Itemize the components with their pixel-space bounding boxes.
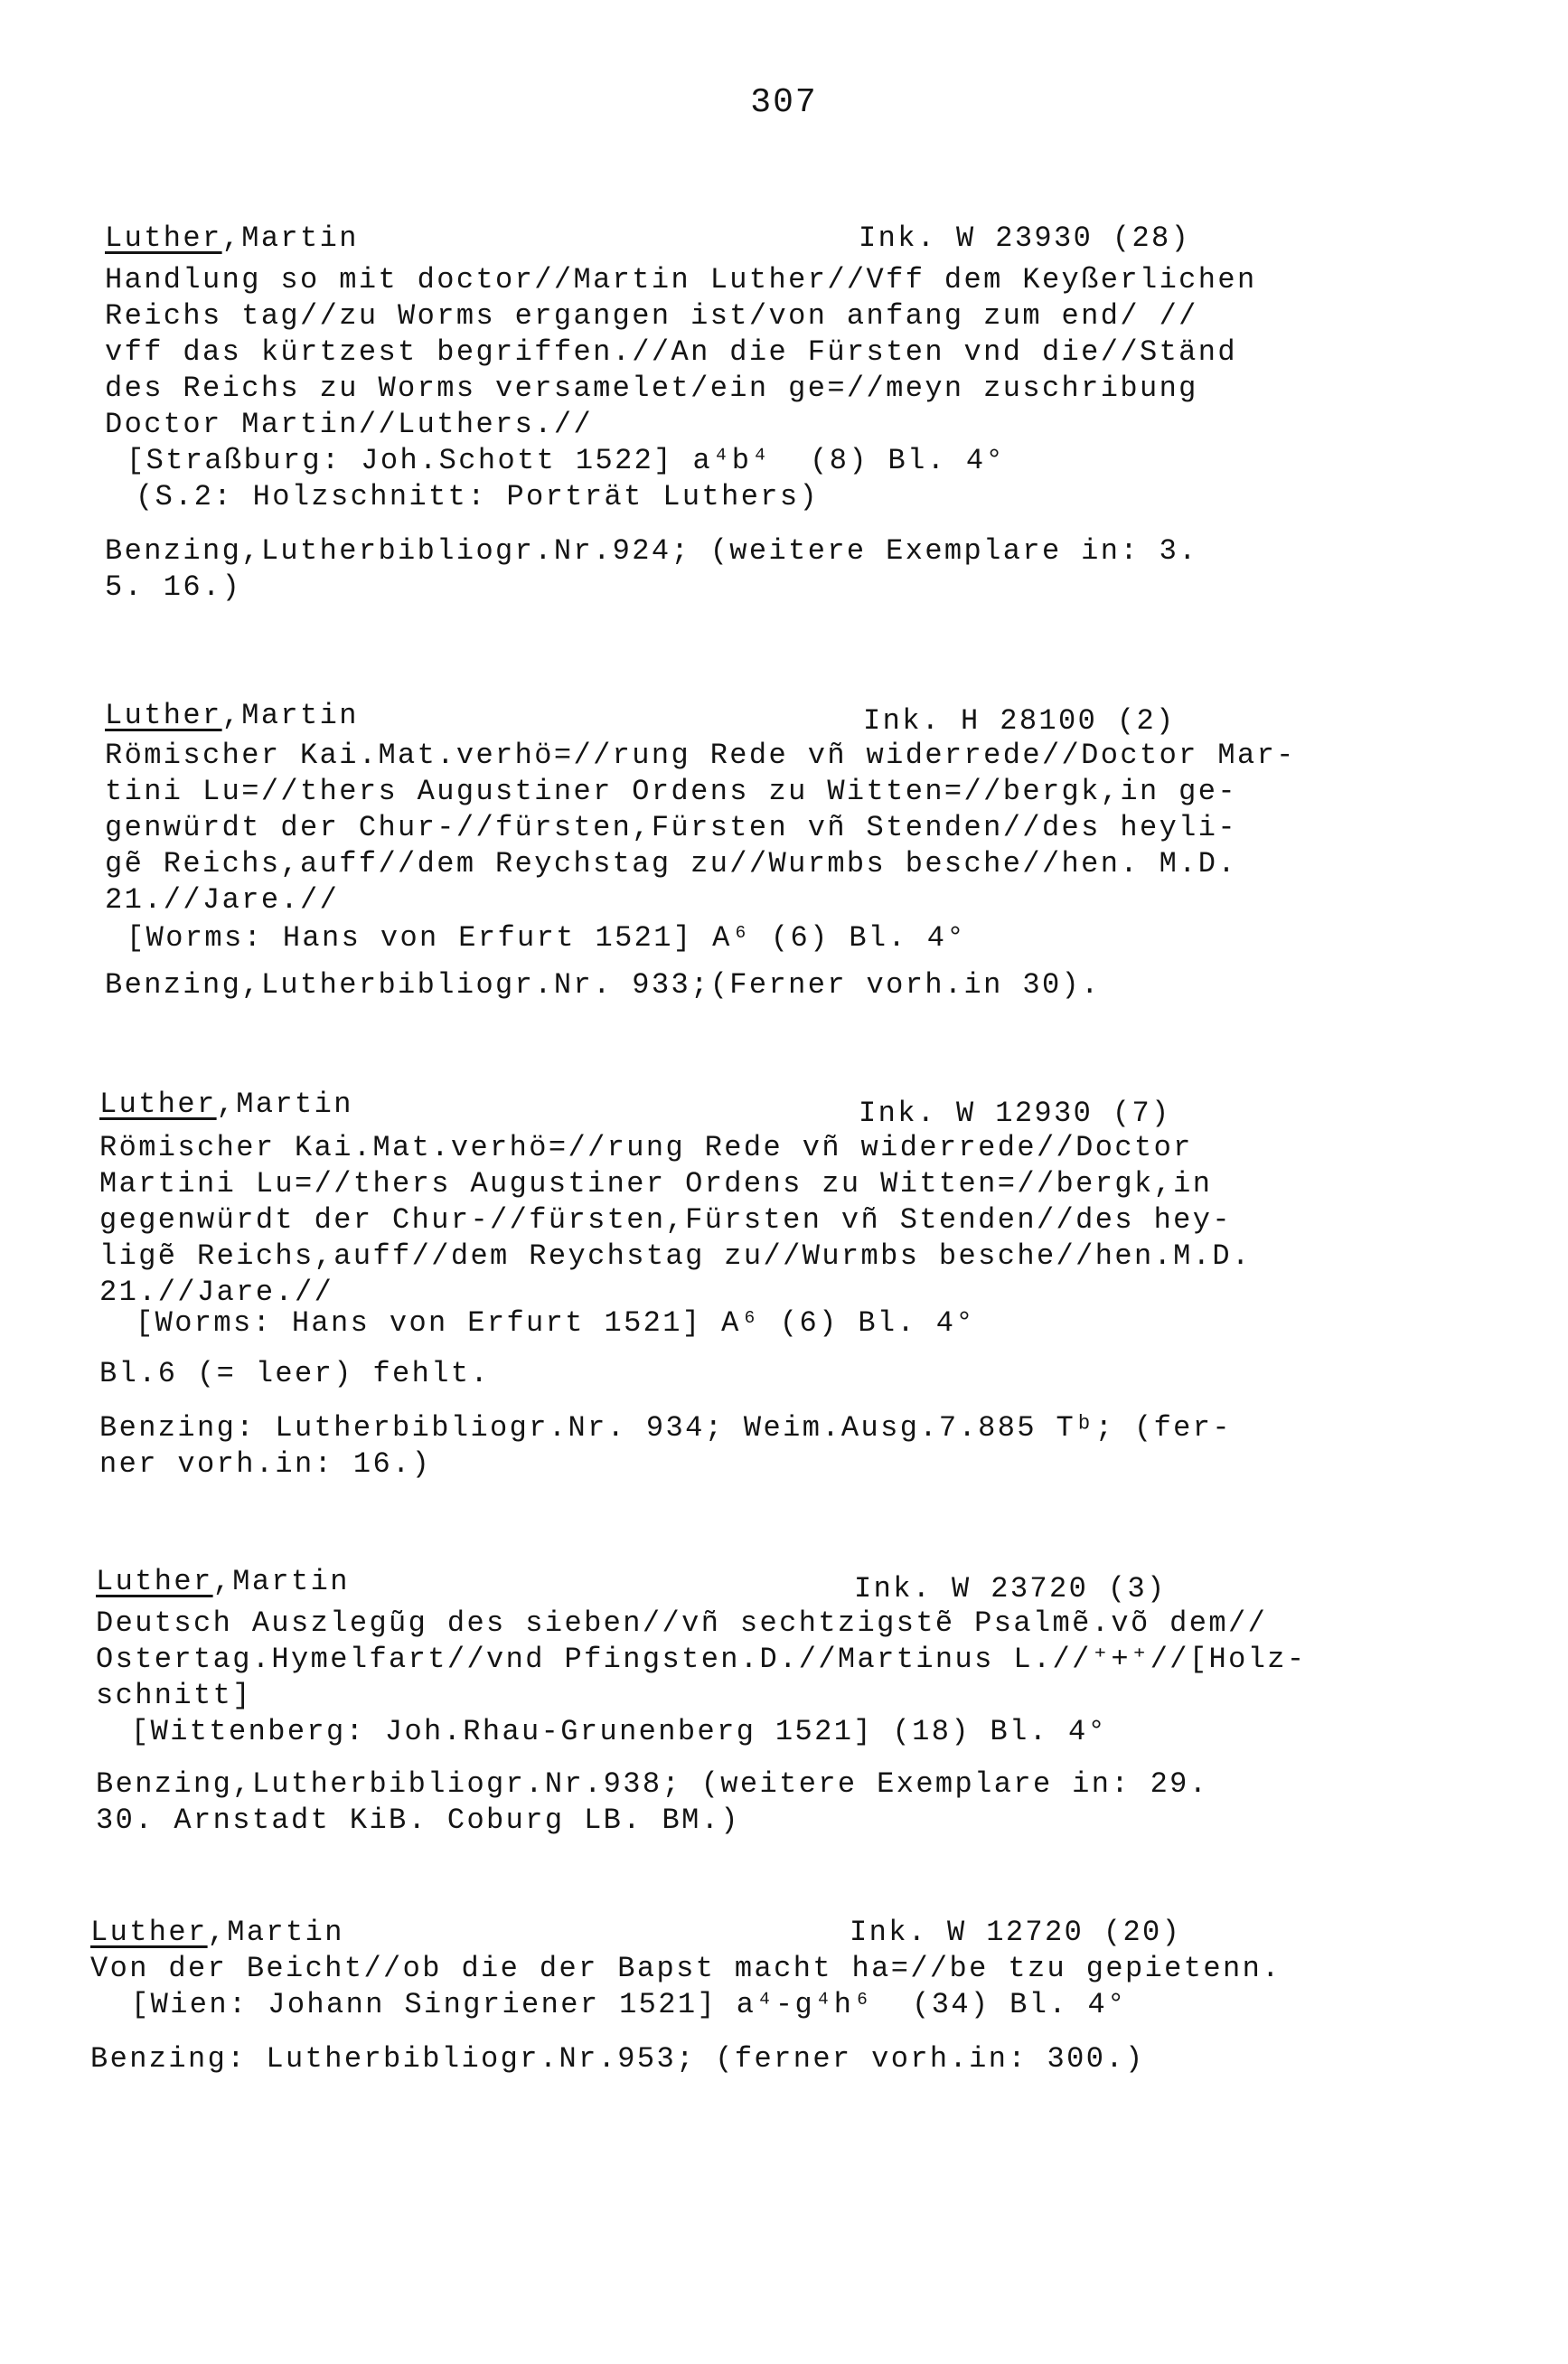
author-name: Luther (96, 1565, 213, 1598)
author-forename: ,Martin (207, 1916, 344, 1949)
title-line: Römischer Kai.Mat.verhö=//rung Rede vñ widerrede//Doctor Mar- (105, 739, 1296, 772)
title-line: Reichs tag//zu Worms ergangen ist/von anfang zum end/ // (105, 299, 1198, 333)
title-line: gẽ Reichs,auff//dem Reychstag zu//Wurmbs besche//hen. M.D. (105, 847, 1237, 881)
entry-heading (90, 1915, 344, 1951)
shelf-signature: Ink. W 12930 (7) (859, 1097, 1171, 1130)
title-line: 21.//Jare.// (99, 1276, 334, 1309)
shelf-signature: Ink. W 23930 (28) (859, 221, 1191, 255)
title-line: des Reichs zu Worms versamelet/ein ge=//meyn zuschribung (105, 372, 1198, 405)
author-forename: ,Martin (216, 1088, 353, 1121)
shelf-signature: Ink. W 23720 (3) (854, 1572, 1167, 1606)
author-name: Luther (105, 221, 222, 255)
title-line: genwürdt der Chur-//fürsten,Fürsten vñ Stenden//des heyli- (105, 811, 1237, 844)
imprint-line: [Wien: Johann Singriener 1521] a⁴-g⁴h⁶ (34) Bl. 4° (131, 1988, 1127, 2021)
title-line: Martini Lu=//thers Augustiner Ordens zu Witten=//bergk,in (99, 1167, 1213, 1201)
title-line: Von der Beicht//ob die der Bapst macht ha=//be tzu gepietenn. (90, 1952, 1282, 1985)
title-line: vff das kürtzest begriffen.//An die Fürsten vnd die//Ständ (105, 335, 1237, 369)
title-line: Doctor Martin//Luthers.// (105, 408, 594, 441)
entry-heading (96, 1564, 350, 1600)
reference-line: 5. 16.) (105, 570, 242, 604)
title-line: Handlung so mit doctor//Martin Luther//Vff dem Keyßerlichen (105, 263, 1257, 297)
entry-heading (105, 221, 359, 257)
title-line: ligẽ Reichs,auff//dem Reychstag zu//Wurmbs besche//hen.M.D. (99, 1239, 1252, 1273)
imprint-line: [Wittenberg: Joh.Rhau-Grunenberg 1521] (18) Bl. 4° (131, 1715, 1108, 1748)
imprint-line: [Worms: Hans von Erfurt 1521] A⁶ (6) Bl. 4° (127, 921, 966, 955)
title-line: 21.//Jare.// (105, 883, 340, 917)
author-name: Luther (99, 1088, 217, 1121)
reference-line: Benzing: Lutherbibliogr.Nr. 934; Weim.Ausg.7.885 Tᵇ; (fer- (99, 1411, 1232, 1445)
author-forename: ,Martin (221, 221, 359, 255)
title-line: schnitt] (96, 1679, 252, 1712)
note-line: Bl.6 (= leer) fehlt. (99, 1357, 491, 1390)
shelf-signature: Ink. H 28100 (2) (863, 704, 1176, 738)
shelf-signature: Ink. W 12720 (20) (850, 1916, 1182, 1949)
imprint-line: [Straßburg: Joh.Schott 1522] a⁴b⁴ (8) Bl. 4° (127, 444, 1006, 477)
title-line: Römischer Kai.Mat.verhö=//rung Rede vñ widerrede//Doctor (99, 1131, 1193, 1164)
reference-line: 30. Arnstadt KiB. Coburg LB. BM.) (96, 1804, 740, 1837)
entry-heading (99, 1087, 353, 1123)
title-line: gegenwürdt der Chur-//fürsten,Fürsten vñ Stenden//des hey- (99, 1203, 1232, 1237)
author-name: Luther (105, 699, 222, 732)
imprint-line: [Worms: Hans von Erfurt 1521] A⁶ (6) Bl. 4° (136, 1306, 975, 1340)
author-name: Luther (90, 1916, 208, 1949)
title-line: Ostertag.Hymelfart//vnd Pfingsten.D.//Martinus L.//⁺+⁺//[Holz- (96, 1643, 1307, 1676)
reference-line: Benzing,Lutherbibliogr.Nr.938; (weitere Exemplare in: 29. (96, 1767, 1209, 1801)
reference-line: Benzing,Lutherbibliogr.Nr. 933;(Ferner vorh.in 30). (105, 968, 1101, 1002)
title-line: Deutsch Auszlegũg des sieben//vñ sechtzigstẽ Psalmẽ.võ dem// (96, 1606, 1268, 1640)
entry-heading (105, 698, 359, 734)
author-forename: ,Martin (221, 699, 359, 732)
page-number: 307 (750, 83, 818, 122)
title-line: tini Lu=//thers Augustiner Ordens zu Witten=//bergk,in ge- (105, 775, 1237, 808)
note-line: (S.2: Holzschnitt: Porträt Luthers) (136, 480, 820, 513)
reference-line: ner vorh.in: 16.) (99, 1447, 432, 1481)
author-forename: ,Martin (212, 1565, 350, 1598)
reference-line: Benzing: Lutherbibliogr.Nr.953; (ferner vorh.in: 300.) (90, 2042, 1145, 2076)
reference-line: Benzing,Lutherbibliogr.Nr.924; (weitere Exemplare in: 3. (105, 534, 1198, 568)
